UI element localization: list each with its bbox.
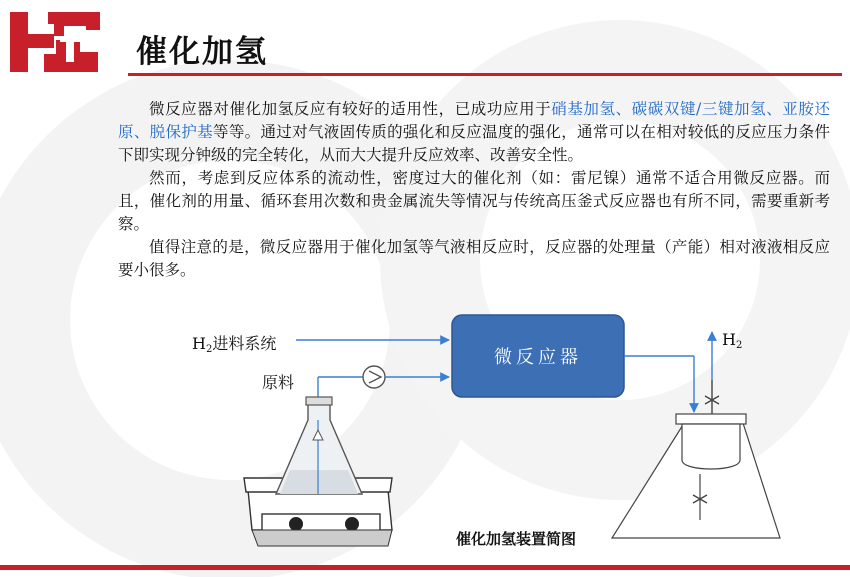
paragraph-2: 然而，考虑到反应体系的流动性，密度过大的催化剂（如：雷尼镍）通常不适合用微反应器。而且，催化剂的用量、循环套用次数和贵金属流失等情况与传统高压釜式反应器也有所不同，需要重新考察。 xyxy=(118,169,830,233)
paragraph-1-text: 微反应器对催化加氢反应有较好的适用性，已成功应用于 xyxy=(149,100,552,118)
flask-icon xyxy=(276,397,362,494)
diagram-caption: 催化加氢装置简图 xyxy=(456,530,577,548)
pump-icon xyxy=(363,366,385,388)
body-text xyxy=(118,98,830,282)
h2-vent-subscript: 2 xyxy=(735,340,743,351)
h2-vent-symbol: H xyxy=(722,330,736,349)
highlighted-applications: 硝基加氢、碳碳双键/三键加氢、亚胺还原、脱保护基 xyxy=(118,100,830,141)
title-divider xyxy=(128,73,842,76)
h2-feed-label-symbol: H xyxy=(192,334,206,353)
page-title: 催化加氢 xyxy=(136,34,268,70)
paragraph-3: 值得注意的是，微反应器用于催化加氢等气液相反应时，反应器的处理量（产能）相对液液相反应要小很多。 xyxy=(118,238,830,279)
h2-feed-label-text: 进料系统 xyxy=(212,334,277,353)
paragraph-1 xyxy=(118,98,830,167)
raw-material-label: 原料 xyxy=(262,373,295,392)
bottom-divider xyxy=(0,565,850,570)
h2-feed-label-subscript: 2 xyxy=(205,344,213,355)
company-logo-icon xyxy=(8,8,104,76)
h2-feed-label xyxy=(192,331,276,355)
micro-reactor-label: 微反应器 xyxy=(494,347,582,368)
paragraph-1-tail: 等等。通过对气液固传质的强化和反应温度的强化，通常可以在相对较低的反应压力条件下即实现分钟级的完全转化，从而大大提升反应效率、改善安全性。 xyxy=(118,123,830,164)
h2-vent-label xyxy=(722,330,742,351)
autoclave-vessel-icon xyxy=(612,380,780,538)
